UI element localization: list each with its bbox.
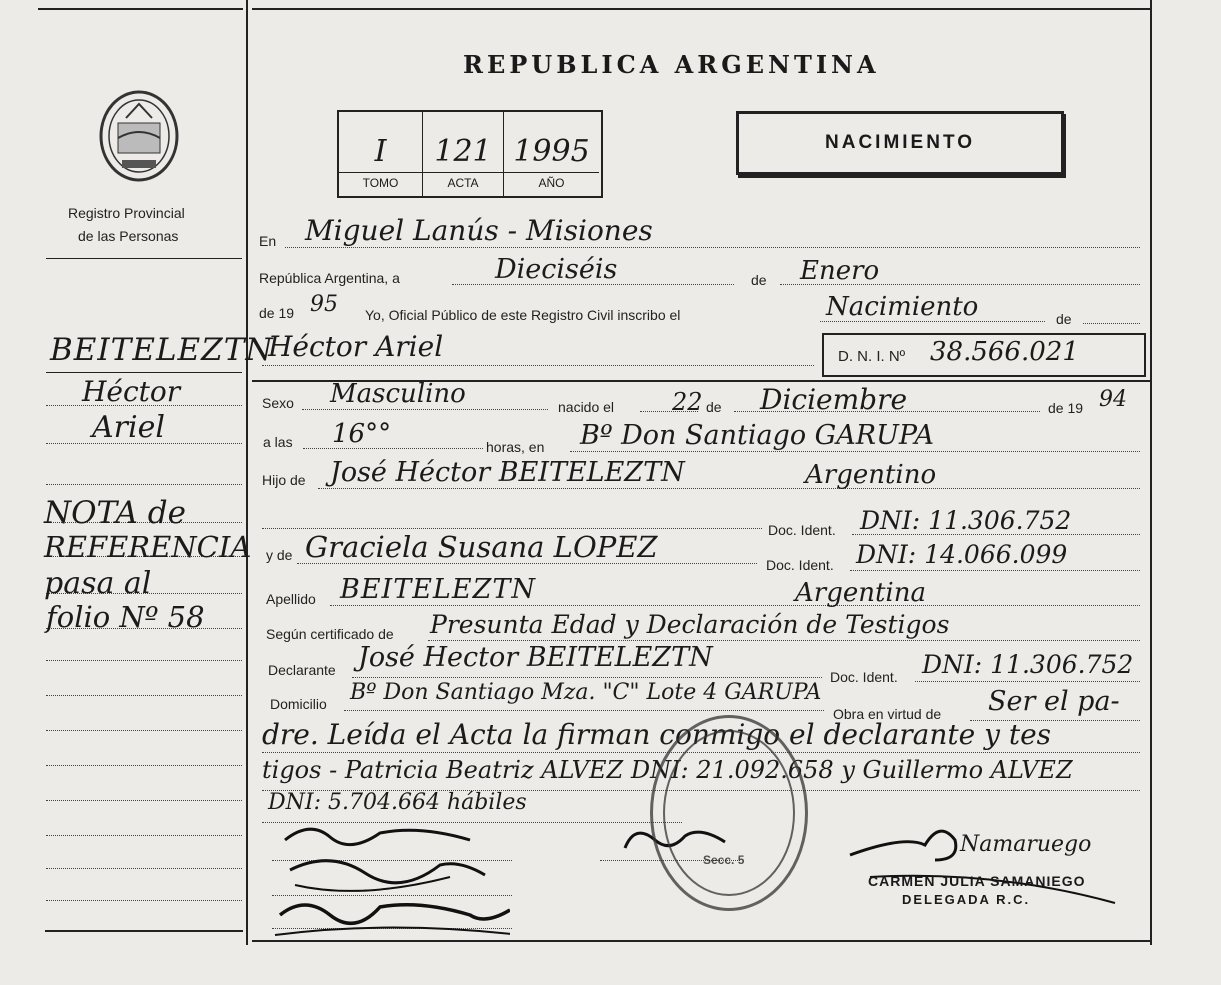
margin-surname: BEITELEZTN (50, 332, 274, 368)
label-doc-declarante: Doc. Ident. (830, 669, 898, 685)
label-de-acto: de (1056, 311, 1072, 327)
acta-label: ACTA (423, 172, 503, 190)
field-declarante: José Hector BEITELEZTN (358, 642, 713, 673)
label-obra: Obra en virtud de (833, 706, 942, 722)
field-nombre: Héctor Ariel (268, 330, 444, 363)
label-dni: D. N. I. Nº (838, 348, 906, 365)
stamp-text: Secc. 5 (703, 853, 745, 867)
label-oficial: Yo, Oficial Público de este Registro Civil inscribo el (365, 307, 681, 323)
bottom-line-left (45, 930, 243, 932)
label-apellido: Apellido (266, 591, 316, 607)
field-madre-doc: DNI: 14.066.099 (856, 540, 1068, 569)
label-segun: Según certificado de (266, 626, 394, 642)
ano-label: AÑO (504, 172, 599, 190)
field-nac-dia: 22 (672, 388, 703, 416)
field-dia: Dieciséis (495, 254, 618, 285)
right-border (1150, 0, 1152, 945)
label-en: En (259, 233, 277, 249)
margin-name1: Héctor (82, 375, 181, 408)
registry-name-line1: Registro Provincial (68, 205, 185, 221)
tomo-label: TOMO (339, 172, 422, 190)
field-padre-nac: Argentino (805, 460, 937, 490)
field-padre: José Héctor BEITELEZTN (330, 457, 685, 488)
field-lugar: Miguel Lanús - Misiones (305, 214, 653, 247)
field-hora: 16°° (332, 419, 392, 449)
field-mes: Enero (800, 256, 880, 286)
registry-round-stamp (650, 715, 808, 911)
label-de-nac-mes: de (706, 399, 722, 415)
field-texto3: DNI: 5.704.664 hábiles (268, 790, 527, 815)
field-apellido-nac: Argentina (795, 578, 926, 608)
margin-note4: folio Nº 58 (46, 600, 205, 634)
margin-note3: pasa al (44, 566, 152, 601)
margin-name2: Ariel (92, 410, 165, 445)
dni-box (822, 333, 1146, 377)
provincial-seal-logo (96, 88, 182, 188)
bottom-line-main (252, 940, 1150, 942)
label-y-de: y de (266, 547, 293, 563)
oficial-stamp-name: CARMEN JULIA SAMANIEGO (868, 873, 1086, 889)
ano-value: 1995 (513, 134, 590, 169)
oficial-stamp-role: DELEGADA R.C. (902, 892, 1031, 907)
label-republica: República Argentina, a (259, 270, 400, 286)
margin-note1: NOTA de (44, 495, 186, 531)
field-texto2: tigos - Patricia Beatriz ALVEZ DNI: 21.092.658 y Guillermo ALVEZ (262, 756, 1073, 784)
label-sexo: Sexo (262, 395, 294, 411)
field-certificado: Presunta Edad y Declaración de Testigos (430, 610, 950, 639)
top-line-main (252, 8, 1150, 10)
label-horas: horas, en (486, 439, 545, 455)
label-hijo: Hijo de (262, 472, 306, 488)
field-texto1: dre. Leída el Acta la firman conmigo el declarante y tes (262, 718, 1052, 751)
field-nac-ano: 94 (1099, 387, 1127, 412)
field-padre-doc: DNI: 11.306.752 (860, 506, 1072, 535)
field-ano-corto: 95 (310, 292, 338, 317)
field-nac-mes: Diciembre (760, 383, 908, 416)
label-de-mes: de (751, 272, 767, 288)
registry-name-line2: de las Personas (78, 228, 179, 244)
field-apellido: BEITELEZTN (340, 574, 536, 605)
label-de19-nac: de 19 (1048, 400, 1084, 416)
field-madre: Graciela Susana LOPEZ (305, 530, 658, 564)
field-lugar-nac: Bº Don Santiago GARUPA (580, 420, 935, 451)
document-title: REPUBLICA ARGENTINA (463, 50, 880, 79)
record-type-box: NACIMIENTO (736, 111, 1064, 175)
field-acto: Nacimiento (826, 292, 979, 322)
label-nacido: nacido el (558, 399, 615, 415)
margin-note2: REFERENCIA (44, 530, 252, 564)
tomo-value: I (374, 134, 387, 169)
label-doc-madre: Doc. Ident. (766, 557, 834, 573)
field-declarante-doc: DNI: 11.306.752 (922, 650, 1134, 679)
label-de19: de 19 (259, 305, 295, 321)
oficial-signature-text: Namaruego (960, 832, 1092, 857)
field-obra: Ser el pa- (988, 686, 1120, 717)
field-domicilio: Bº Don Santiago Mza. "C" Lote 4 GARUPA (350, 680, 822, 705)
tomo-acta-ano-box (337, 110, 603, 198)
label-declarante: Declarante (268, 662, 336, 678)
label-doc-padre: Doc. Ident. (768, 522, 836, 538)
field-sexo: Masculino (330, 379, 466, 409)
acta-value: 121 (434, 134, 492, 169)
signature-declarante (270, 815, 510, 940)
label-domicilio: Domicilio (270, 696, 327, 712)
left-column-border (246, 0, 248, 945)
top-line-left (38, 8, 243, 10)
label-a-las: a las (263, 434, 293, 450)
field-dni: 38.566.021 (930, 337, 1079, 367)
